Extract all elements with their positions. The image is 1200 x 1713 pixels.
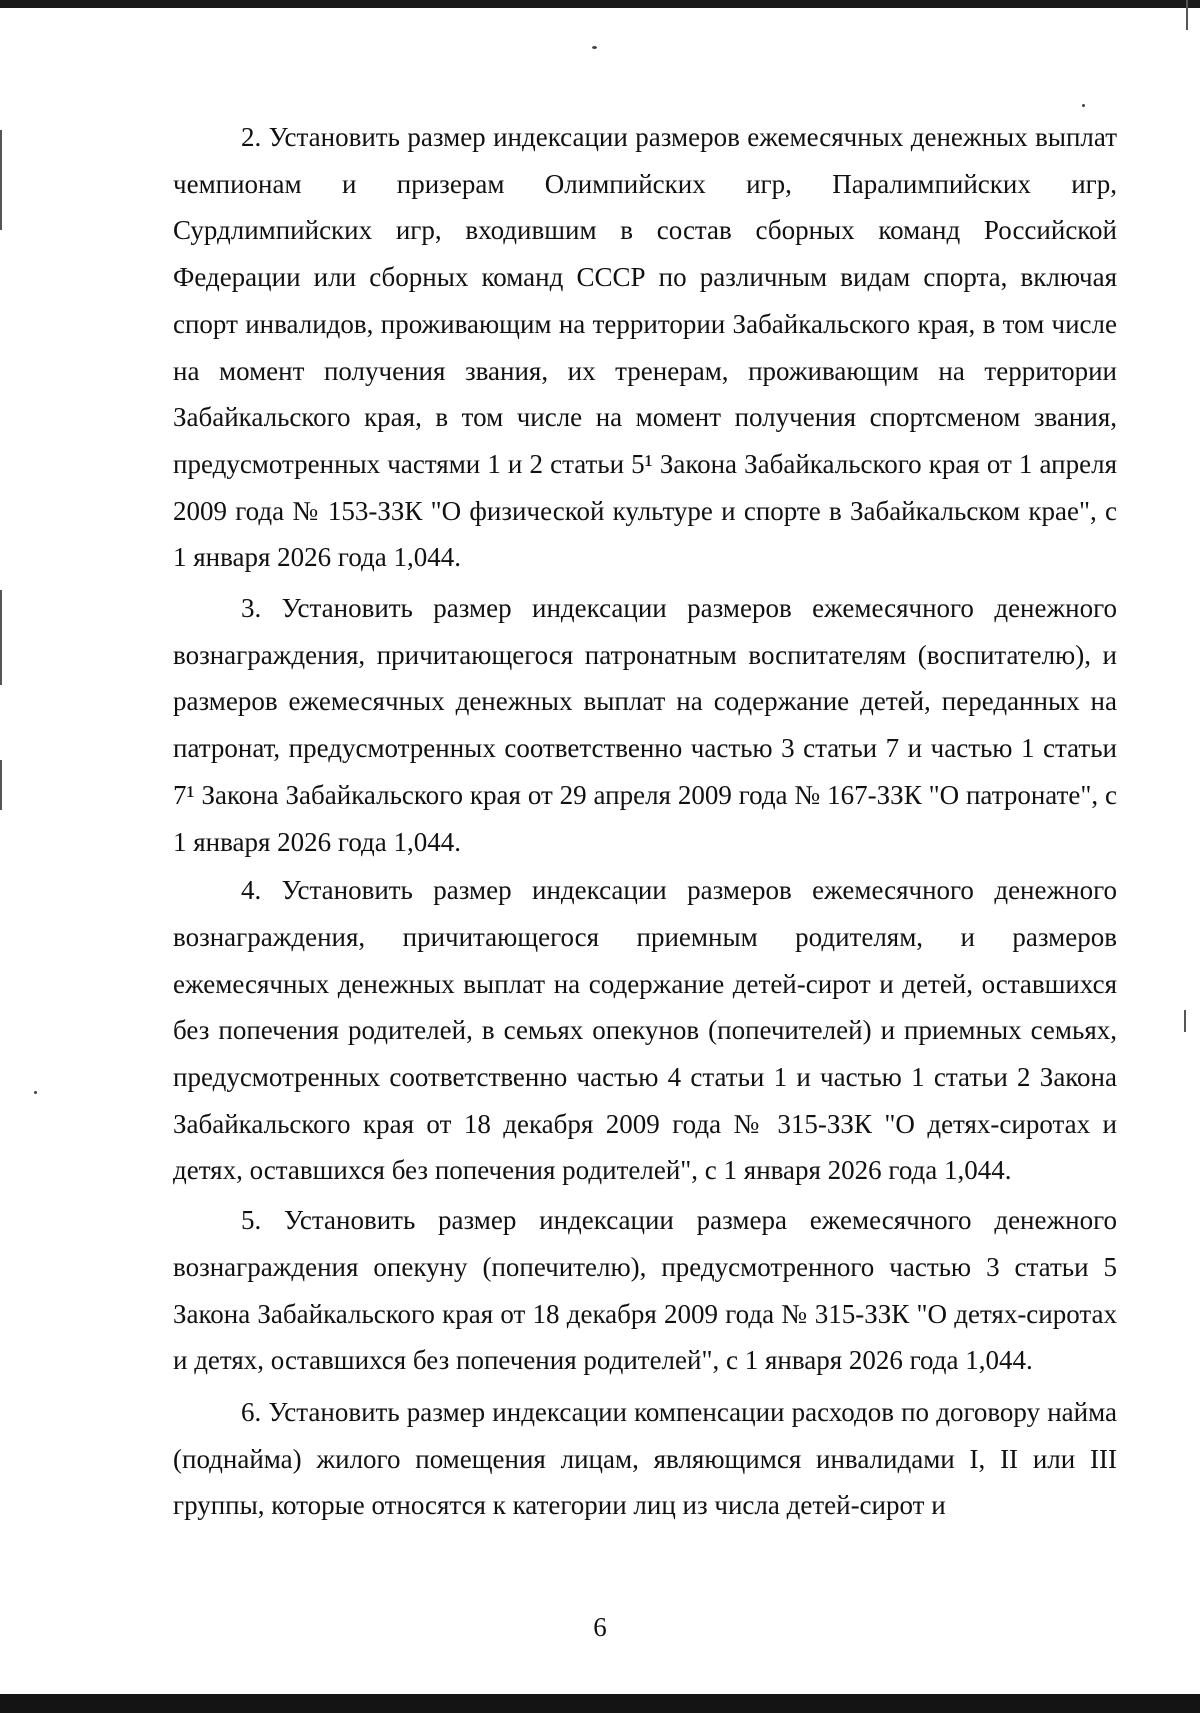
scan-top-edge [0, 0, 1200, 8]
scan-left-mark [0, 590, 2, 685]
scan-speck [34, 1091, 37, 1094]
paragraph-2: 2. Установить размер индексации размеров ежемесячных денежных выплат чемпионам и призерам Олимпийских игр, Паралимпийских игр, Сурдлимпийских игр, входившим в состав сборных команд Российской Федерации или сборных команд СССР по различным видам спорта, включая спорт инвалидов, проживающим на территории Забайкальского края, в том числе на момент получения звания, их тренерам, проживающим на территории Забайкальского края, в том числе на момент получения спортсменом звания, предусмотренных частями 1 и 2 статьи 5¹ Закона Забайкальского края от 1 апреля 2009 года № 153-ЗЗК "О физической культуре и спорте в Забайкальском крае", с 1 января 2026 года 1,044. [173, 122, 1117, 573]
paragraph-5: 5. Установить размер индексации размера ежемесячного денежного вознаграждения опекуну (попечителю), предусмотренного частью 3 статьи 5 Закона Забайкальского края от 18 декабря 2009 года № 315-ЗЗК "О детях-сиротах и детях, оставшихся без попечения родителей", с 1 января 2026 года 1,044. [173, 1205, 1117, 1376]
scan-right-mark [1184, 1010, 1186, 1032]
scan-right-mark [1186, 0, 1188, 30]
paragraph-3: 3. Установить размер индексации размеров ежемесячного денежного вознаграждения, причитающегося патронатным воспитателям (воспитателю), и размеров ежемесячных денежных выплат на содержание детей, переданных на патронат, предусмотренных соответственно частью 3 статьи 7 и частью 1 статьи 7¹ Закона Забайкальского края от 29 апреля 2009 года № 167-ЗЗК "О патронате", с 1 января 2026 года 1,044. [173, 593, 1117, 857]
scan-left-mark [0, 760, 2, 810]
paragraph-6: 6. Установить размер индексации компенсации расходов по договору найма (поднайма) жилого помещения лицам, являющимся инвалидами I, II или III группы, которые относятся к категории лиц из числа детей-сирот и [173, 1396, 1117, 1521]
scan-speck [1082, 104, 1085, 107]
scan-left-mark [0, 130, 2, 230]
scan-bottom-edge [0, 1694, 1200, 1713]
scan-speck [592, 46, 597, 49]
page-number: 6 [593, 1612, 607, 1642]
document-body [173, 114, 1117, 1531]
paragraph-4: 4. Установить размер индексации размеров ежемесячного денежного вознаграждения, причитающегося приемным родителям, и размеров ежемесячных денежных выплат на содержание детей-сирот и детей, оставшихся без попечения родителей, в семьях опекунов (попечителей) и приемных семьях, предусмотренных соответственно частью 4 статьи 1 и частью 1 статьи 2 Закона Забайкальского края от 18 декабря 2009 года № 315-ЗЗК "О детях-сиротах и детях, оставшихся без попечения родителей", с 1 января 2026 года 1,044. [173, 875, 1117, 1186]
